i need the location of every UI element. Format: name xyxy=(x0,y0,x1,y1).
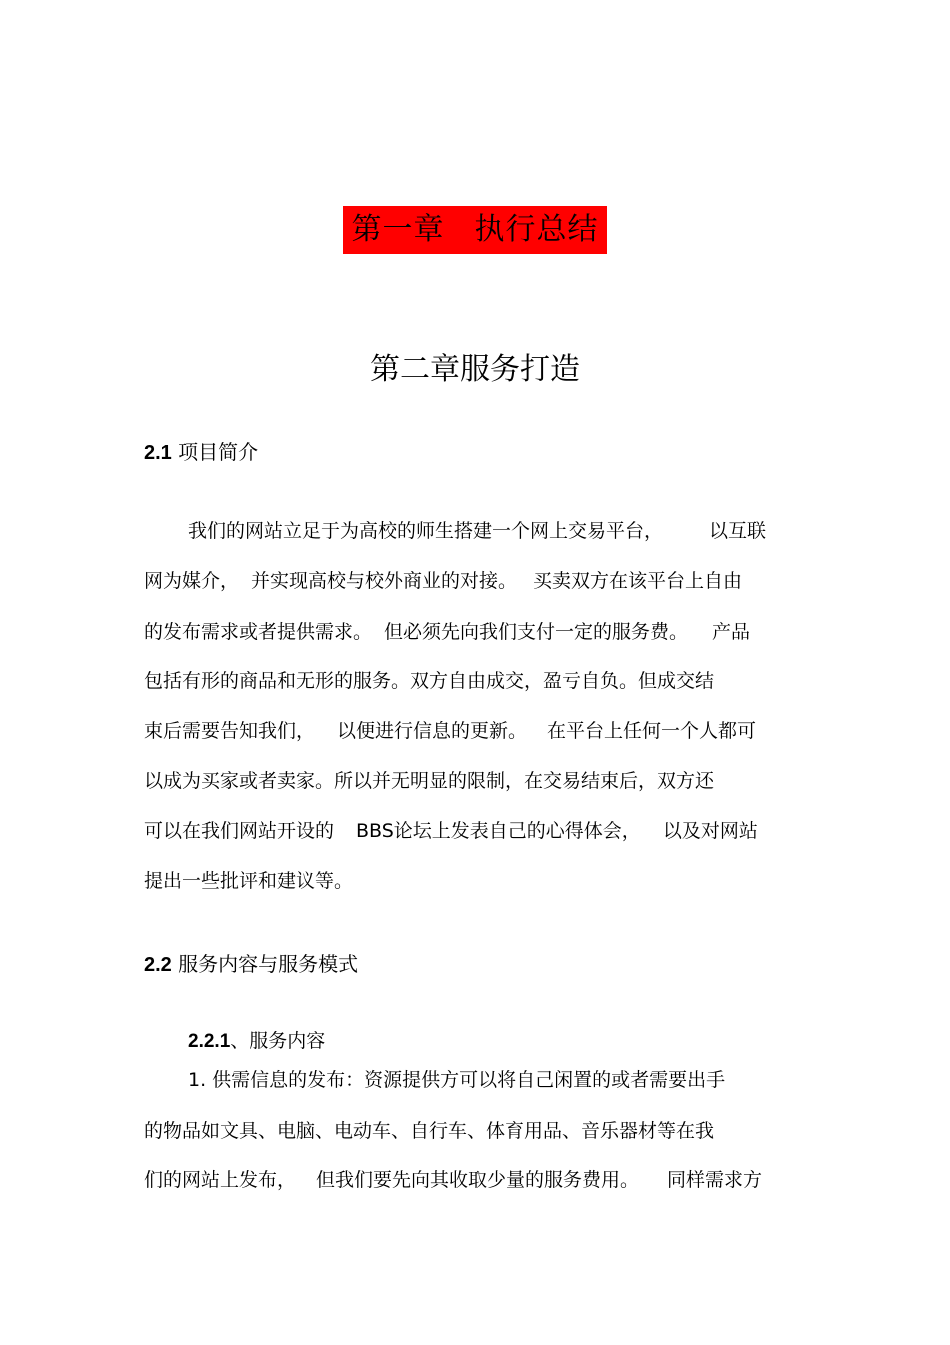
item-1-line-3-seg-2: 但我们要先向其收取少量的服务费用。 xyxy=(316,1169,640,1191)
para-line-3-seg-2: 但必须先向我们支付一定的服务费。 xyxy=(384,621,689,643)
section-2-1-number: 2.1 xyxy=(144,442,172,464)
chapter-1-title: 执行总结 xyxy=(474,212,599,247)
section-2-2-title: 服务内容与服务模式 xyxy=(178,952,359,976)
item-1-line-2 xyxy=(144,1116,714,1146)
para-line-1 xyxy=(188,516,766,546)
para-line-7-seg-3: 以及对网站 xyxy=(662,820,758,842)
para-line-4 xyxy=(144,666,714,696)
para-line-7-seg-2: BBS论坛上发表自己的心得体会， xyxy=(356,820,641,842)
subsection-2-2-1-heading xyxy=(188,1026,325,1057)
para-line-1-seg-1: 我们的网站立足于为高校的师生搭建一个网上交易平台， xyxy=(188,520,664,542)
subsection-2-2-1-number: 2.2.1 xyxy=(188,1031,231,1052)
item-1-line-1 xyxy=(188,1065,725,1095)
chapter-1-heading xyxy=(343,206,607,254)
item-1-line-3-seg-3: 同样需求方 xyxy=(667,1169,763,1191)
section-2-1-heading xyxy=(144,437,258,468)
para-line-5-seg-3: 在平台上任何一个人都可 xyxy=(547,720,757,742)
para-line-6 xyxy=(144,766,714,796)
item-1-line-3-seg-1: 们的网站上发布， xyxy=(144,1169,297,1191)
para-line-8-seg-1: 提出一些批评和建议等。 xyxy=(144,870,354,892)
item-1-line-3 xyxy=(144,1165,762,1195)
section-2-1-title: 项目简介 xyxy=(178,440,259,464)
para-line-1-seg-2: 以互联 xyxy=(709,520,767,542)
section-2-2-number: 2.2 xyxy=(144,954,172,976)
para-line-5-seg-2: 以便进行信息的更新。 xyxy=(337,720,528,742)
para-line-5 xyxy=(144,716,756,746)
para-line-7 xyxy=(144,816,758,846)
item-1-line-1-seg-1: 1. 供需信息的发布：资源提供方可以将自己闲置的或者需要出手 xyxy=(188,1069,726,1091)
para-line-2-seg-3: 买卖双方在该平台上自由 xyxy=(533,570,743,592)
item-1-line-2-seg-1: 的物品如文具、电脑、电动车、自行车、体育用品、音乐器材等在我 xyxy=(144,1120,715,1142)
para-line-8 xyxy=(144,866,353,896)
para-line-2 xyxy=(144,566,742,596)
para-line-5-seg-1: 束后需要告知我们， xyxy=(144,720,316,742)
para-line-6-seg-1: 以成为买家或者卖家。所以并无明显的限制，在交易结束后，双方还 xyxy=(144,770,715,792)
subsection-2-2-1-title: 、服务内容 xyxy=(230,1030,326,1052)
para-line-3-seg-3: 产品 xyxy=(712,621,751,643)
para-line-3-seg-1: 的发布需求或者提供需求。 xyxy=(144,621,373,643)
para-line-7-seg-1: 可以在我们网站开设的 xyxy=(144,820,335,842)
para-line-2-seg-1: 网为媒介， xyxy=(144,570,240,592)
para-line-3 xyxy=(144,617,750,647)
section-2-2-heading xyxy=(144,949,358,980)
para-line-4-seg-1: 包括有形的商品和无形的服务。双方自由成交，盈亏自负。但成交结 xyxy=(144,670,715,692)
para-line-2-seg-2: 并实现高校与校外商业的对接。 xyxy=(251,570,518,592)
chapter-1-number: 第一章 xyxy=(351,212,445,247)
chapter-2-heading: 第二章服务打造 xyxy=(370,352,580,387)
